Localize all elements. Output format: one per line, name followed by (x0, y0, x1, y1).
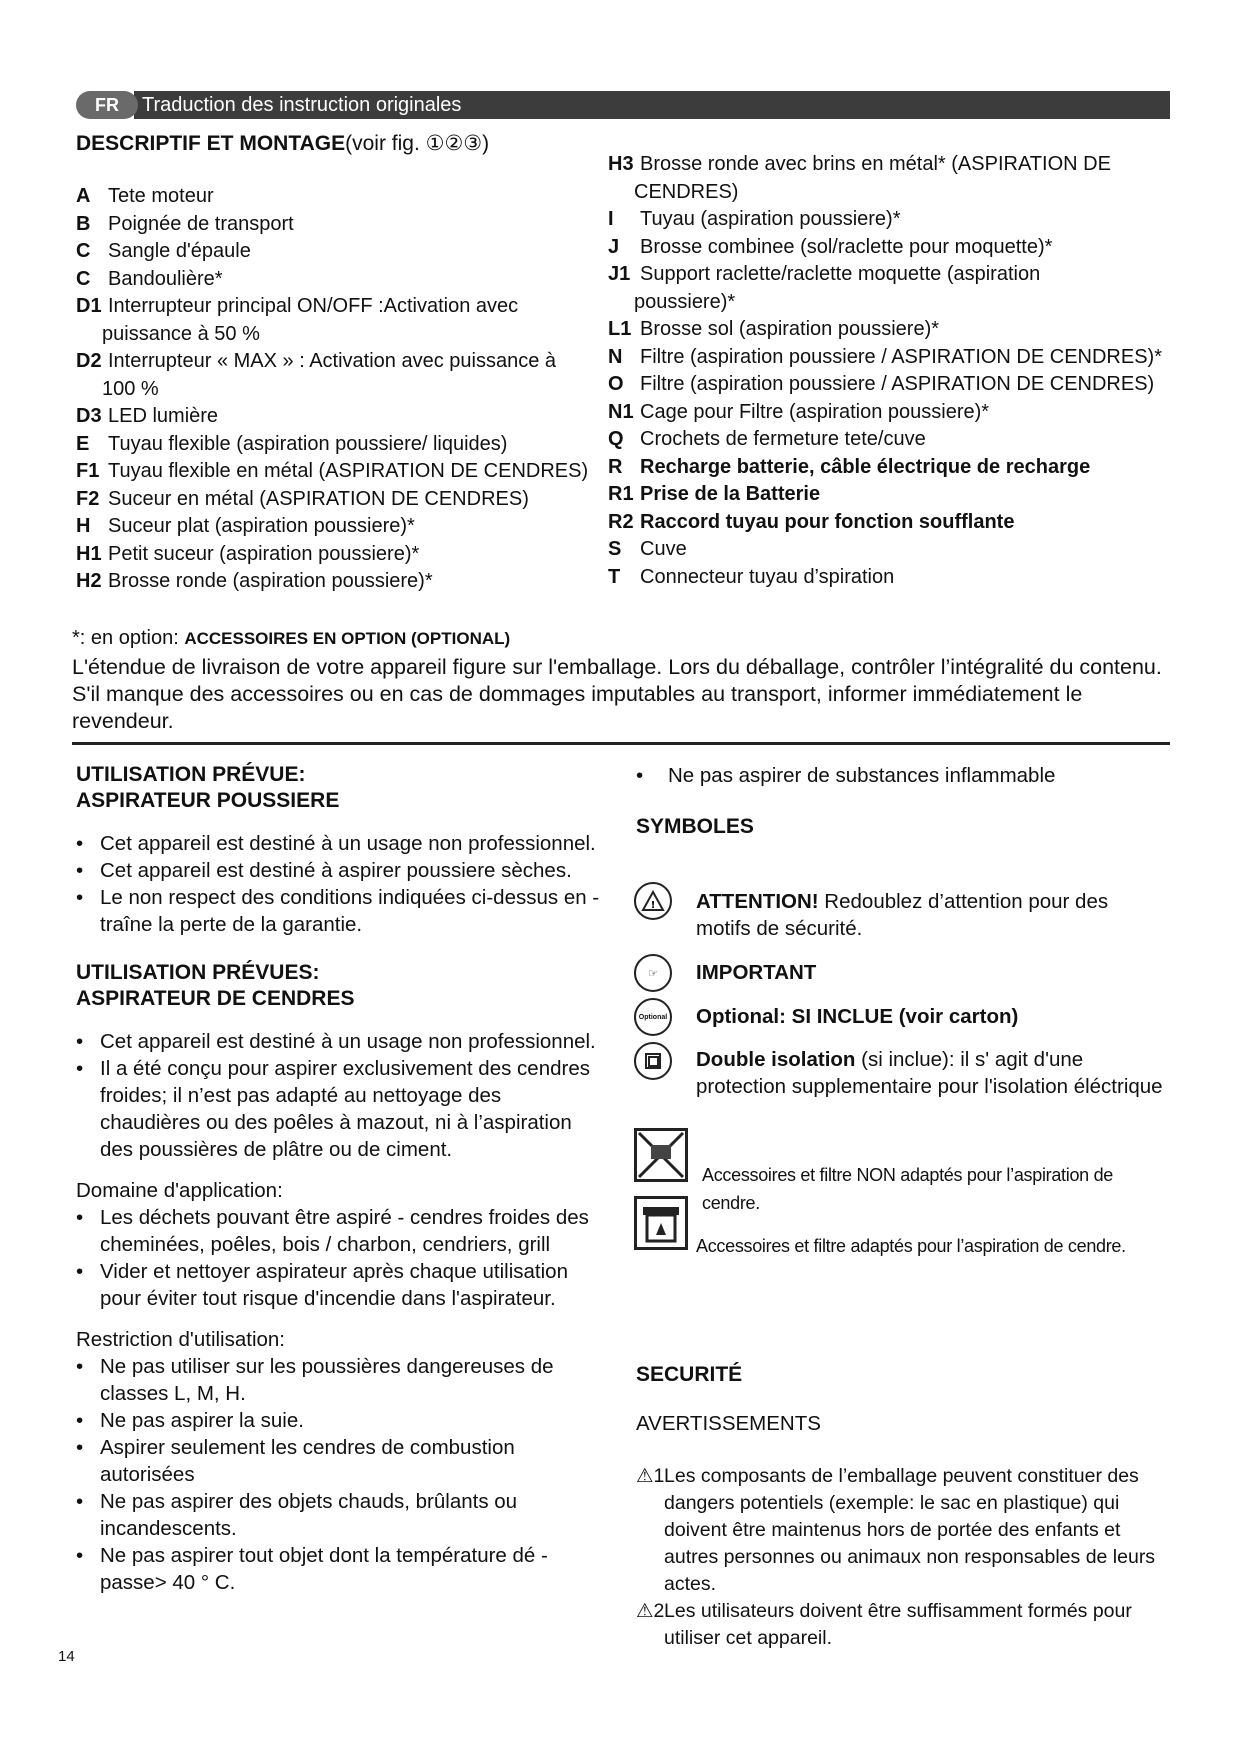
pointing-hand-icon: ☞ (634, 954, 672, 992)
security-title: SECURITÉ (636, 1363, 743, 1386)
warning-number: ⚠2 (636, 1600, 665, 1622)
page-number: 14 (58, 1648, 75, 1665)
restriction-item: • Ne pas utiliser sur les poussières dangereuses de classes L, M, H. (76, 1353, 606, 1407)
usage-ash-title-1: UTILISATION PRÉVUES: (76, 961, 320, 984)
desc-item-text: Brosse combinee (sol/raclette pour moquette)* (640, 235, 1053, 258)
desc-item-key: D1 (76, 295, 102, 317)
desc-item-key: F2 (76, 487, 100, 510)
domain-title: Domaine d'application: (76, 1179, 283, 1202)
warning-number: ⚠1 (636, 1465, 665, 1487)
restriction-list (76, 1353, 606, 1596)
fireplace-icon (634, 1196, 688, 1250)
desc-item (608, 206, 1183, 234)
desc-item-text: Tuyau flexible (aspiration poussiere/ liquides) (108, 432, 508, 455)
delivery-paragraph: L'étendue de livraison de votre appareil figure sur l'emballage. Lors du déballage, contrôler l’intégralité du contenu. S'il manque des accessoires ou en cas de dommages imputables au transport, informer immédiatement le revendeur. (72, 655, 1162, 733)
desc-item-key: H1 (76, 542, 102, 565)
desc-item (608, 399, 1183, 427)
desc-item-key: R2 (608, 510, 634, 533)
usage-dust-title-1: UTILISATION PRÉVUE: (76, 763, 306, 786)
desc-item (76, 348, 596, 376)
domain-item: • Vider et nettoyer aspirateur après chaque utilisation pour éviter tout risque d'incendie dans l'aspirateur. (76, 1258, 606, 1312)
desc-item (76, 431, 596, 459)
desc-item-key: H2 (76, 570, 102, 592)
desc-item (608, 536, 1183, 564)
desc-item (608, 151, 1183, 179)
desc-item (76, 266, 596, 294)
desc-item-key: S (608, 538, 622, 560)
section-divider (72, 742, 1170, 745)
desc-item (76, 293, 596, 321)
usage-dust-list (76, 830, 606, 938)
attention-text: ATTENTION! Redoublez d’attention pour des motifs de sécurité. (696, 890, 1109, 940)
desc-item-text: Filtre (aspiration poussiere / ASPIRATION DE CENDRES)* (640, 345, 1163, 368)
desc-item-key: R1 (608, 483, 634, 505)
page-header (76, 91, 1170, 119)
desc-item-text: Prise de la Batterie (640, 483, 821, 505)
desc-item-text: Interrupteur « MAX » : Activation avec puissance à (108, 350, 557, 372)
optional-icon: Optional (634, 998, 672, 1036)
desc-title: DESCRIPTIF ET MONTAGE (76, 132, 346, 155)
desc-item-key: O (608, 373, 624, 395)
desc-item-key: A (76, 185, 91, 207)
desc-item (608, 564, 1183, 592)
desc-title-suffix: (voir fig. ①②③) (345, 132, 490, 155)
desc-item (76, 541, 596, 569)
language-badge: FR (76, 91, 138, 119)
desc-list-left (76, 183, 596, 596)
svg-text:!: ! (650, 900, 656, 911)
desc-item (608, 481, 1183, 509)
warning-triangle-icon (634, 882, 672, 920)
desc-item-text: Interrupteur principal ON/OFF :Activation avec (108, 295, 519, 317)
desc-item (76, 183, 596, 211)
desc-item-key: L1 (608, 318, 632, 340)
restriction-title: Restriction d'utilisation: (76, 1328, 286, 1351)
desc-item (608, 344, 1183, 372)
warning-text: Les composants de l’emballage peuvent constituer des dangers potentiels (exemple: le sac en plastique) qui doivent être maintenus hors de portée des enfants et autres personnes ou animaux non responsables de leurs actes. (664, 1465, 1156, 1595)
desc-item-text: Brosse ronde avec brins en métal* (ASPIRATION DE (640, 153, 1111, 175)
double-insulation-icon (634, 1042, 672, 1080)
desc-item (608, 509, 1183, 537)
desc-item-text: Brosse sol (aspiration poussiere)* (640, 318, 940, 340)
desc-item-continuation: poussiere)* (634, 290, 736, 313)
desc-item-text: Recharge batterie, câble électrique de recharge (640, 455, 1091, 478)
usage-ash-list (76, 1028, 606, 1163)
restriction-item: • Ne pas aspirer la suie. (76, 1407, 606, 1434)
desc-item-key: T (608, 565, 621, 588)
desc-item-continuation: CENDRES) (634, 180, 739, 203)
desc-item-key: C (76, 240, 91, 262)
restriction-item: • Ne pas aspirer des objets chauds, brûlants ou incandescents. (76, 1488, 606, 1542)
restriction-item: • Aspirer seulement les cendres de combustion autorisées (76, 1434, 606, 1488)
desc-item-text: Tuyau flexible en métal (ASPIRATION DE CENDRES) (108, 460, 589, 482)
desc-item (608, 316, 1183, 344)
desc-item-key: B (76, 212, 91, 235)
desc-item-text: Support raclette/raclette moquette (aspiration (640, 263, 1041, 285)
desc-item-text: Connecteur tuyau d’spiration (640, 565, 895, 588)
acc-not-suitable-text: Accessoires et filtre NON adaptés pour l’aspiration de cendre. (702, 1165, 1114, 1213)
desc-item-key: Q (608, 428, 624, 450)
desc-item-text: Cage pour Filtre (aspiration poussiere)* (640, 400, 990, 423)
symbols-column (636, 762, 1166, 840)
usage-ash-item: • Cet appareil est destiné à un usage non professionnel. (76, 1028, 606, 1055)
desc-item-text: Raccord tuyau pour fonction soufflante (640, 510, 1015, 533)
desc-item (76, 486, 596, 514)
desc-item-text: Tuyau (aspiration poussiere)* (640, 208, 901, 230)
usage-ash-title-2: ASPIRATEUR DE CENDRES (76, 987, 355, 1010)
domain-item: • Les déchets pouvant être aspiré - cendres froides des cheminées, poêles, bois / charbon, cendriers, grill (76, 1204, 606, 1258)
warnings-title: AVERTISSEMENTS (636, 1412, 821, 1435)
desc-item-key: D3 (76, 405, 102, 427)
desc-item-key: E (76, 432, 90, 455)
desc-item-text: Tete moteur (108, 185, 214, 207)
usage-dust-item: • Cet appareil est destiné à un usage non professionnel. (76, 830, 606, 857)
desc-item-key: H3 (608, 153, 634, 175)
domain-list (76, 1204, 606, 1312)
usage-dust-title-2: ASPIRATEUR POUSSIERE (76, 789, 340, 812)
desc-item-key: J1 (608, 263, 631, 285)
warning-item (636, 1463, 1166, 1598)
desc-item (608, 234, 1183, 262)
desc-item-text: Filtre (aspiration poussiere / ASPIRATION DE CENDRES) (640, 373, 1155, 395)
warnings-list (636, 1463, 1166, 1652)
desc-title-line (76, 130, 489, 159)
desc-item-text: Sangle d'épaule (108, 240, 251, 262)
double-insulation-text: Double isolation (si inclue): il s' agit d'une protection supplementaire pour l'isolation éléctrique (696, 1048, 1163, 1098)
desc-item-text: Cuve (640, 538, 687, 560)
restriction-item: • Ne pas aspirer tout objet dont la température dé - passe> 40 ° C. (76, 1542, 606, 1596)
desc-item-key: C (76, 267, 91, 290)
desc-item-key: R (608, 455, 623, 478)
desc-item (76, 458, 596, 486)
desc-item-text: Petit suceur (aspiration poussiere)* (108, 542, 420, 565)
desc-item-text: Suceur plat (aspiration poussiere)* (108, 515, 415, 537)
desc-item (608, 426, 1183, 454)
usage-dust-item: • Cet appareil est destiné à aspirer poussiere sèches. (76, 857, 606, 884)
desc-item-text: Bandoulière* (108, 267, 223, 290)
desc-item (76, 403, 596, 431)
desc-item (608, 371, 1183, 399)
desc-list-right (608, 151, 1183, 591)
warning-text: Les utilisateurs doivent être suffisamment formés pour utiliser cet appareil. (664, 1600, 1132, 1649)
desc-item-continuation: puissance à 50 % (102, 322, 260, 345)
usage-column (76, 762, 606, 1596)
option-note: *: en option: ACCESSOIRES EN OPTION (OPTIONAL) (72, 627, 511, 649)
desc-item (608, 454, 1183, 482)
warning-item (636, 1598, 1166, 1652)
security-section (636, 1362, 1166, 1652)
no-flammable-item: • Ne pas aspirer de substances inflammable (636, 762, 1166, 789)
optional-label: Optional: SI INCLUE (voir carton) (696, 1005, 1019, 1028)
desc-item (76, 568, 596, 596)
desc-item (76, 513, 596, 541)
desc-item-key: N (608, 345, 623, 368)
symbols-title: SYMBOLES (636, 815, 754, 838)
important-label: IMPORTANT (696, 961, 817, 984)
desc-item-text: Poignée de transport (108, 212, 294, 235)
desc-item-continuation: 100 % (102, 377, 159, 400)
desc-item (76, 238, 596, 266)
header-title: Traduction des instruction originales (142, 94, 462, 116)
desc-item-text: Suceur en métal (ASPIRATION DE CENDRES) (108, 487, 529, 510)
desc-item-key: I (608, 208, 614, 230)
desc-item-text: Brosse ronde (aspiration poussiere)* (108, 570, 433, 592)
usage-ash-item: • Il a été conçu pour aspirer exclusivement des cendres froides; il n’est pas adapté au nettoyage des chaudières ou des poêles à mazout, ni à l’aspiration des poussières de plâtre ou de ciment. (76, 1055, 606, 1163)
desc-item-key: D2 (76, 350, 102, 372)
desc-item-key: N1 (608, 400, 634, 423)
header-bar (134, 91, 1170, 119)
desc-item-text: Crochets de fermeture tete/cuve (640, 428, 926, 450)
desc-item-key: J (608, 235, 620, 258)
desc-item (608, 261, 1183, 289)
desc-item-key: F1 (76, 460, 100, 482)
desc-item (76, 211, 596, 239)
desc-item-key: H (76, 515, 91, 537)
acc-suitable-text: Accessoires et filtre adaptés pour l’aspiration de cendre. (696, 1236, 1126, 1256)
desc-item-text: LED lumière (108, 405, 219, 427)
not-for-ash-icon (634, 1128, 688, 1182)
usage-dust-item: • Le non respect des conditions indiquées ci-dessus en - traîne la perte de la garantie. (76, 884, 606, 938)
